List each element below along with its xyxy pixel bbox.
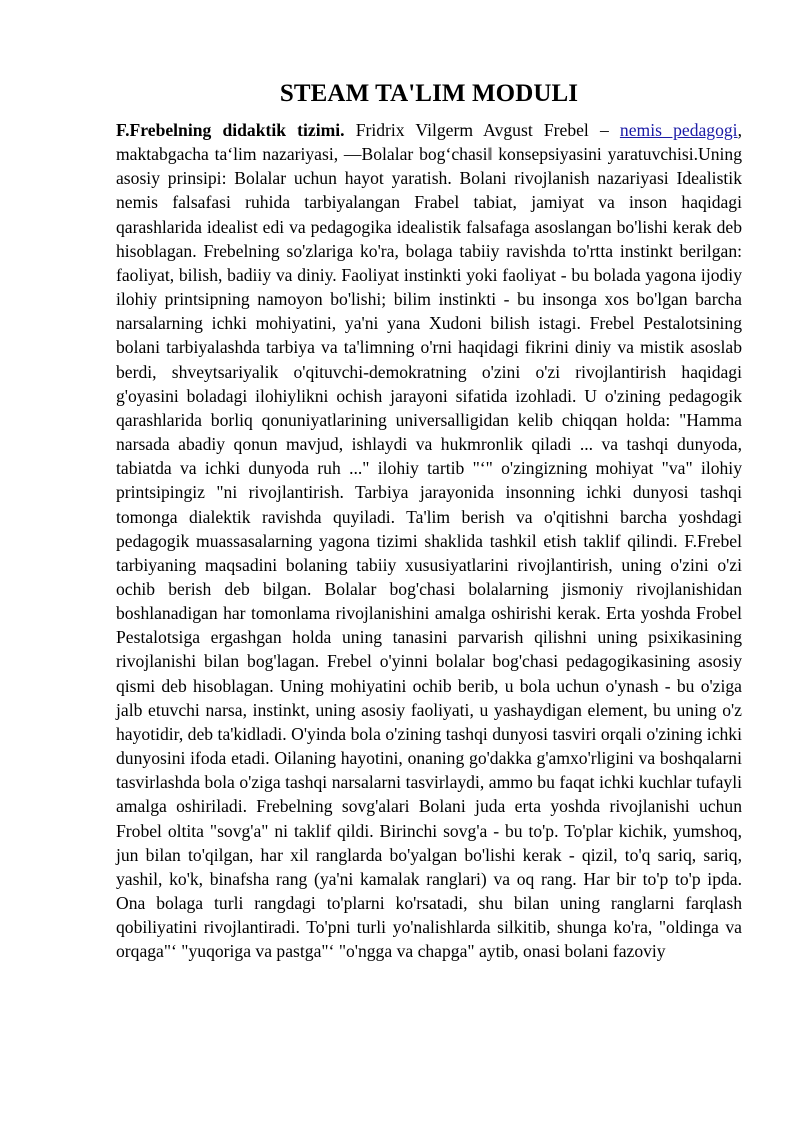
body-text: , maktabgacha ta‘lim nazariyasi, ―Bolalar bog‘chasi‖ konsepsiyasini yaratuvchisi.Uning asosiy prinsipi: Bolalar uchun hayot yaratish. Bolani rivojlanish nazariyasi Idealistik nemis falsafasi ruhida tarbiyalangan Frabel tabiat, jamiyat va inson haqidagi qarashlarida idealist edi va pedagogika idealistik falsafaga asoslangan bo'lishi kerak deb hisoblagan. Frebelning so'zlariga ko'ra, bolaga tabiiy ravishda to'rtta instinkt berilgan: faoliyat, bilish, badiiy va diniy. Faoliyat instinkti yoki faoliyat - bu bolada yagona ijodiy ilohiy printsipning namoyon bo'lishi; bilim instinkti - bu insonga xos bo'lgan barcha narsalarning ichki mohiyatini, ya'ni yana Xudoni bilish istagi. Frebel Pestalotsining bolani tarbiyalashda tarbiya va ta'limning o'rni haqidagi fikrini diniy va mistik asoslab berdi, shveytsariyalik o'qituvchi-demokratning o'zini o'zi rivojlantirish haqidagi g'oyasini boladagi ilohiylikni ochish jarayoni sifatida izohladi. U o'zining pedagogik qarashlarida borliq qonuniyatlarining universalligidan kelib chiqqan holda: "Hamma narsada abadiy qonun mavjud, ishlaydi va hukmronlik qiladi ... va tashqi dunyoda, tabiatda va ichki dunyoda ruh ..." ilohiy tartib "‘" o'zingizning mohiyat "va" ilohiy printsipingiz "ni rivojlantirish. Tarbiya jarayonida insonning ichki dunyosi tashqi tomonga dialektik ravishda quyiladi. Ta'lim berish va o'qitishni barcha yoshdagi pedagogik muassasalarning yagona tizimi shaklida tashkil etish taklif qilindi. F.Frebel tarbiyaning maqsadini bolaning tabiiy xususiyatlarini rivojlantirish, uning o'zini o'zi ochib berish deb bilgan. Bolalar bog'chasi bolalarning jismoniy rivojlanishidan boshlanadigan har tomonlama rivojlanishini amalga oshirishi kerak. Erta yoshda Frobel Pestalotsiga ergashgan holda uning tanasini parvarish qilishni uning psixikasining rivojlanishi bilan bog'lagan. Frebel o'yinni bolalar bog'chasi pedagogikasining asosiy qismi deb hisoblagan. Uning mohiyatini ochib berib, u bola uchun o'ynash - bu o'ziga jalb etuvchi narsa, instinkt, uning asosiy faoliyati, u yashaydigan element, bu uning o'z hayotidir, deb ta'kidladi. O'yinda bola o'zining tashqi dunyosi tasviri orqali o'zining ichki dunyosini ifoda etadi. Oilaning hayotini, onaning go'dakka g'amxo'rligini va boshqalarni tasvirlashda bola o'ziga tashqi narsalarni tasvirlaydi, ammo bu faqat ichki kuchlar tufayli amalga oshiriladi. Frebelning sovg'alari Bolani juda erta yoshda rivojlanishi uchun Frobel oltita "sovg'a" ni taklif qildi. Birinchi sovg'a - bu to'p. To'plar kichik, yumshoq, jun bilan to'qilgan, har xil ranglarda bo'yalgan bo'lishi kerak - qizil, to'q sariq, sariq, yashil, ko'k, binafsha rang (ya'ni kamalak ranglari) va oq rang. Har bir to'p to'p ipda. Ona bolaga turli rangdagi to'plarni ko'rsatadi, shu bilan uning ranglarni farqlash qobiliyatini rivojlantiradi. To'pni turli yo'nalishlarda silkitib, shunga ko'ra, "oldinga va orqaga"‘ "yuqoriga va pastga"‘ "o'ngga va chapga" aytib, onasi bolani fazoviy: [116, 120, 742, 962]
section-lead: F.Frebelning didaktik tizimi.: [116, 120, 345, 140]
document-page: [116, 0, 742, 963]
body-paragraph: [116, 118, 742, 963]
intro-text: Fridrix Vilgerm Avgust Frebel –: [344, 120, 620, 140]
document-title: STEAM TA'LIM MODULI: [279, 80, 579, 107]
nemis-pedagogi-link[interactable]: nemis pedagogi: [619, 120, 738, 140]
